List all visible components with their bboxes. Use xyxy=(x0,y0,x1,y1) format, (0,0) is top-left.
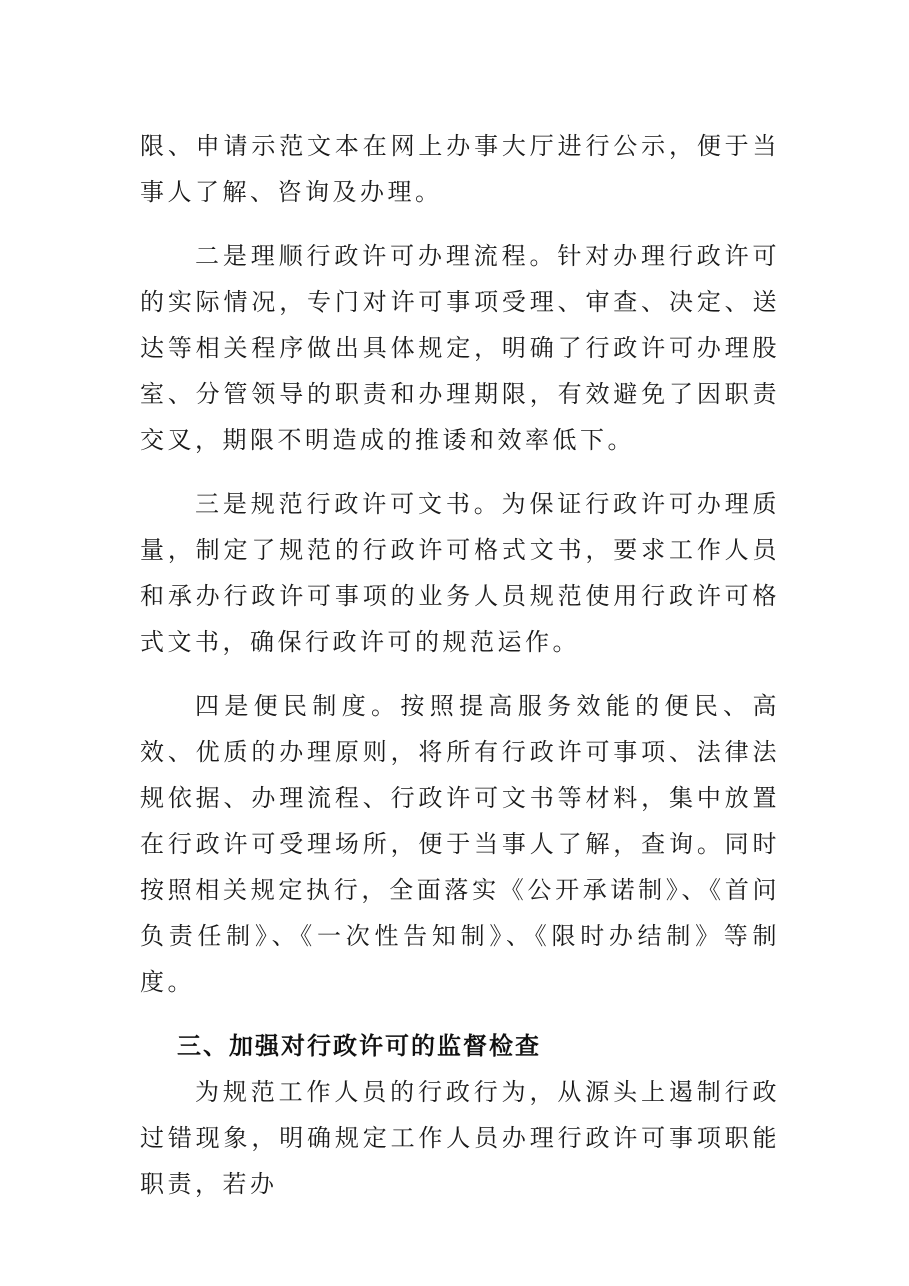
paragraph-process-flow: 二是理顺行政许可办理流程。针对办理行政许可的实际情况，专门对许可事项受理、审查、决定、送达等相关程序做出具体规定，明确了行政许可办理股室、分管领导的职责和办理期限，有效避免了因职责交叉，期限不明造成的推诿和效率低下。 xyxy=(140,242,780,454)
paragraph-convenience: 四是便民制度。按照提高服务效能的便民、高效、优质的办理原则，将所有行政许可事项、法律法规依据、办理流程、行政许可文书等材料，集中放置在行政许可受理场所，便于当事人了解，查询。同时按照相关规定执行，全面落实《公开承诺制》、《首问负责任制》、《一次性告知制》、《限时办结制》等制度。 xyxy=(140,692,780,996)
paragraph-documents: 三是规范行政许可文书。为保证行政许可办理质量，制定了规范的行政许可格式文书，要求工作人员和承办行政许可事项的业务人员规范使用行政许可格式文书，确保行政许可的规范运作。 xyxy=(140,490,780,656)
paragraph-supervision: 为规范工作人员的行政行为，从源头上遏制行政过错现象，明确规定工作人员办理行政许可事项职能职责，若办 xyxy=(140,1078,780,1198)
paragraph-continuation: 限、申请示范文本在网上办事大厅进行公示，便于当事人了解、咨询及办理。 xyxy=(140,132,780,206)
document-body xyxy=(140,123,780,1207)
section-heading: 三、加强对行政许可的监督检查 xyxy=(177,1032,541,1060)
